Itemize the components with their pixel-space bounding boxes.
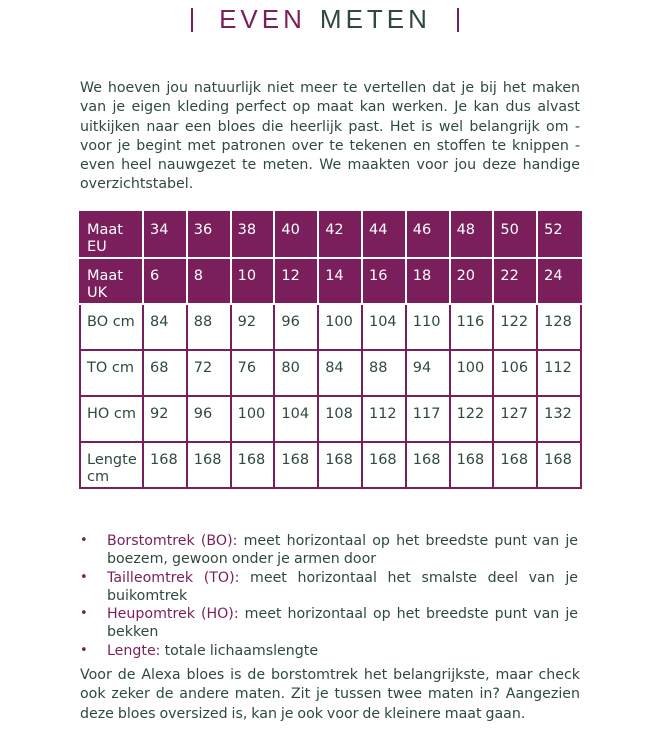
table-cell: 84 bbox=[143, 304, 187, 350]
table-cell: 92 bbox=[231, 304, 275, 350]
table-cell: 117 bbox=[406, 396, 450, 442]
list-item bbox=[80, 569, 578, 606]
measurement-list bbox=[80, 532, 578, 660]
table-cell: 50 bbox=[493, 212, 537, 258]
table-cell: 168 bbox=[187, 442, 231, 488]
table-cell: 112 bbox=[362, 396, 406, 442]
table-cell: 168 bbox=[231, 442, 275, 488]
table-cell: 108 bbox=[318, 396, 362, 442]
bullet-icon: • bbox=[80, 606, 88, 622]
table-header-row bbox=[80, 258, 581, 304]
table-cell: 128 bbox=[537, 304, 581, 350]
row-label: Lengte cm bbox=[80, 442, 143, 488]
table-cell: 100 bbox=[450, 350, 494, 396]
row-label: Maat UK bbox=[80, 258, 143, 304]
table-cell: 116 bbox=[450, 304, 494, 350]
row-label: Maat EU bbox=[80, 212, 143, 258]
table-cell: 104 bbox=[362, 304, 406, 350]
list-item bbox=[80, 642, 578, 660]
table-cell: 122 bbox=[450, 396, 494, 442]
table-cell: 168 bbox=[406, 442, 450, 488]
table-cell: 104 bbox=[274, 396, 318, 442]
measurement-term: Borstomtrek (BO): bbox=[107, 533, 238, 549]
bullet-icon: • bbox=[80, 533, 88, 548]
table-cell: 44 bbox=[362, 212, 406, 258]
table-cell: 16 bbox=[362, 258, 406, 304]
table-cell: 94 bbox=[406, 350, 450, 396]
table-cell: 42 bbox=[318, 212, 362, 258]
table-cell: 22 bbox=[493, 258, 537, 304]
table-cell: 96 bbox=[274, 304, 318, 350]
measurement-term: Tailleomtrek (TO): bbox=[107, 569, 240, 586]
table-cell: 106 bbox=[493, 350, 537, 396]
table-cell: 96 bbox=[187, 396, 231, 442]
table-cell: 80 bbox=[274, 350, 318, 396]
table-cell: 36 bbox=[187, 212, 231, 258]
table-cell: 168 bbox=[537, 442, 581, 488]
table-cell: 6 bbox=[143, 258, 187, 304]
list-item bbox=[80, 532, 578, 569]
title-divider-left bbox=[191, 8, 193, 32]
table-cell: 92 bbox=[143, 396, 187, 442]
table-cell: 88 bbox=[362, 350, 406, 396]
row-label: TO cm bbox=[80, 350, 143, 396]
table-cell: 168 bbox=[362, 442, 406, 488]
table-row bbox=[80, 304, 581, 350]
table-cell: 52 bbox=[537, 212, 581, 258]
title-part-even: EVEN bbox=[219, 4, 306, 34]
table-cell: 40 bbox=[274, 212, 318, 258]
table-cell: 18 bbox=[406, 258, 450, 304]
table-cell: 110 bbox=[406, 304, 450, 350]
table-row bbox=[80, 396, 581, 442]
measurement-description: meet horizontaal het smalste deel van je buikomtrek bbox=[107, 569, 578, 604]
table-cell: 168 bbox=[274, 442, 318, 488]
table-cell: 168 bbox=[493, 442, 537, 488]
table-cell: 68 bbox=[143, 350, 187, 396]
table-cell: 168 bbox=[318, 442, 362, 488]
table-cell: 34 bbox=[143, 212, 187, 258]
table-cell: 112 bbox=[537, 350, 581, 396]
table-cell: 100 bbox=[318, 304, 362, 350]
table-cell: 14 bbox=[318, 258, 362, 304]
row-label: BO cm bbox=[80, 304, 143, 350]
table-cell: 48 bbox=[450, 212, 494, 258]
measurement-term: Lengte: bbox=[107, 642, 161, 659]
table-cell: 46 bbox=[406, 212, 450, 258]
table-cell: 20 bbox=[450, 258, 494, 304]
size-table bbox=[79, 211, 582, 489]
bullet-icon: • bbox=[80, 569, 88, 585]
table-cell: 84 bbox=[318, 350, 362, 396]
intro-paragraph: We hoeven jou natuurlijk niet meer te vertellen dat je bij het maken van je eigen kleding perfect op maat kan werken. Je kan dus alvast uitkijken naar een bloes die heerlijk past. Het is wel belangrijk om - voor je begint met patronen over te tekenen en stoffen te knippen - even heel nauwgezet te meten. We maakten voor jou deze handige overzichtstabel. bbox=[80, 80, 580, 193]
table-header-row bbox=[80, 212, 581, 258]
table-cell: 168 bbox=[143, 442, 187, 488]
table-cell: 100 bbox=[231, 396, 275, 442]
outro-paragraph: Voor de Alexa bloes is de borstomtrek het belangrijkste, maar check ook zeker de andere maten. Zit je tussen twee maten in? Aangezien deze bloes oversized is, kan je ook voor de kleinere maat gaan. bbox=[80, 667, 580, 722]
page-title bbox=[0, 4, 650, 35]
row-label: HO cm bbox=[80, 396, 143, 442]
measurement-term: Heupomtrek (HO): bbox=[107, 606, 239, 623]
title-divider-right bbox=[457, 8, 459, 32]
table-cell: 38 bbox=[231, 212, 275, 258]
measurement-description: totale lichaamslengte bbox=[160, 642, 319, 659]
table-cell: 132 bbox=[537, 396, 581, 442]
list-item bbox=[80, 605, 578, 642]
table-row bbox=[80, 442, 581, 488]
table-cell: 127 bbox=[493, 396, 537, 442]
table-cell: 76 bbox=[231, 350, 275, 396]
table-cell: 122 bbox=[493, 304, 537, 350]
table-row bbox=[80, 350, 581, 396]
bullet-icon: • bbox=[80, 642, 88, 658]
table-cell: 12 bbox=[274, 258, 318, 304]
table-cell: 72 bbox=[187, 350, 231, 396]
table-cell: 88 bbox=[187, 304, 231, 350]
table-cell: 168 bbox=[450, 442, 494, 488]
measurement-description: meet horizontaal op het breedste punt van je boezem, gewoon onder je armen door bbox=[107, 533, 579, 568]
title-part-meten: METEN bbox=[319, 4, 431, 34]
measurement-description: meet horizontaal op het breedste punt van je bekken bbox=[107, 606, 578, 641]
table-cell: 10 bbox=[231, 258, 275, 304]
table-cell: 8 bbox=[187, 258, 231, 304]
table-cell: 24 bbox=[537, 258, 581, 304]
